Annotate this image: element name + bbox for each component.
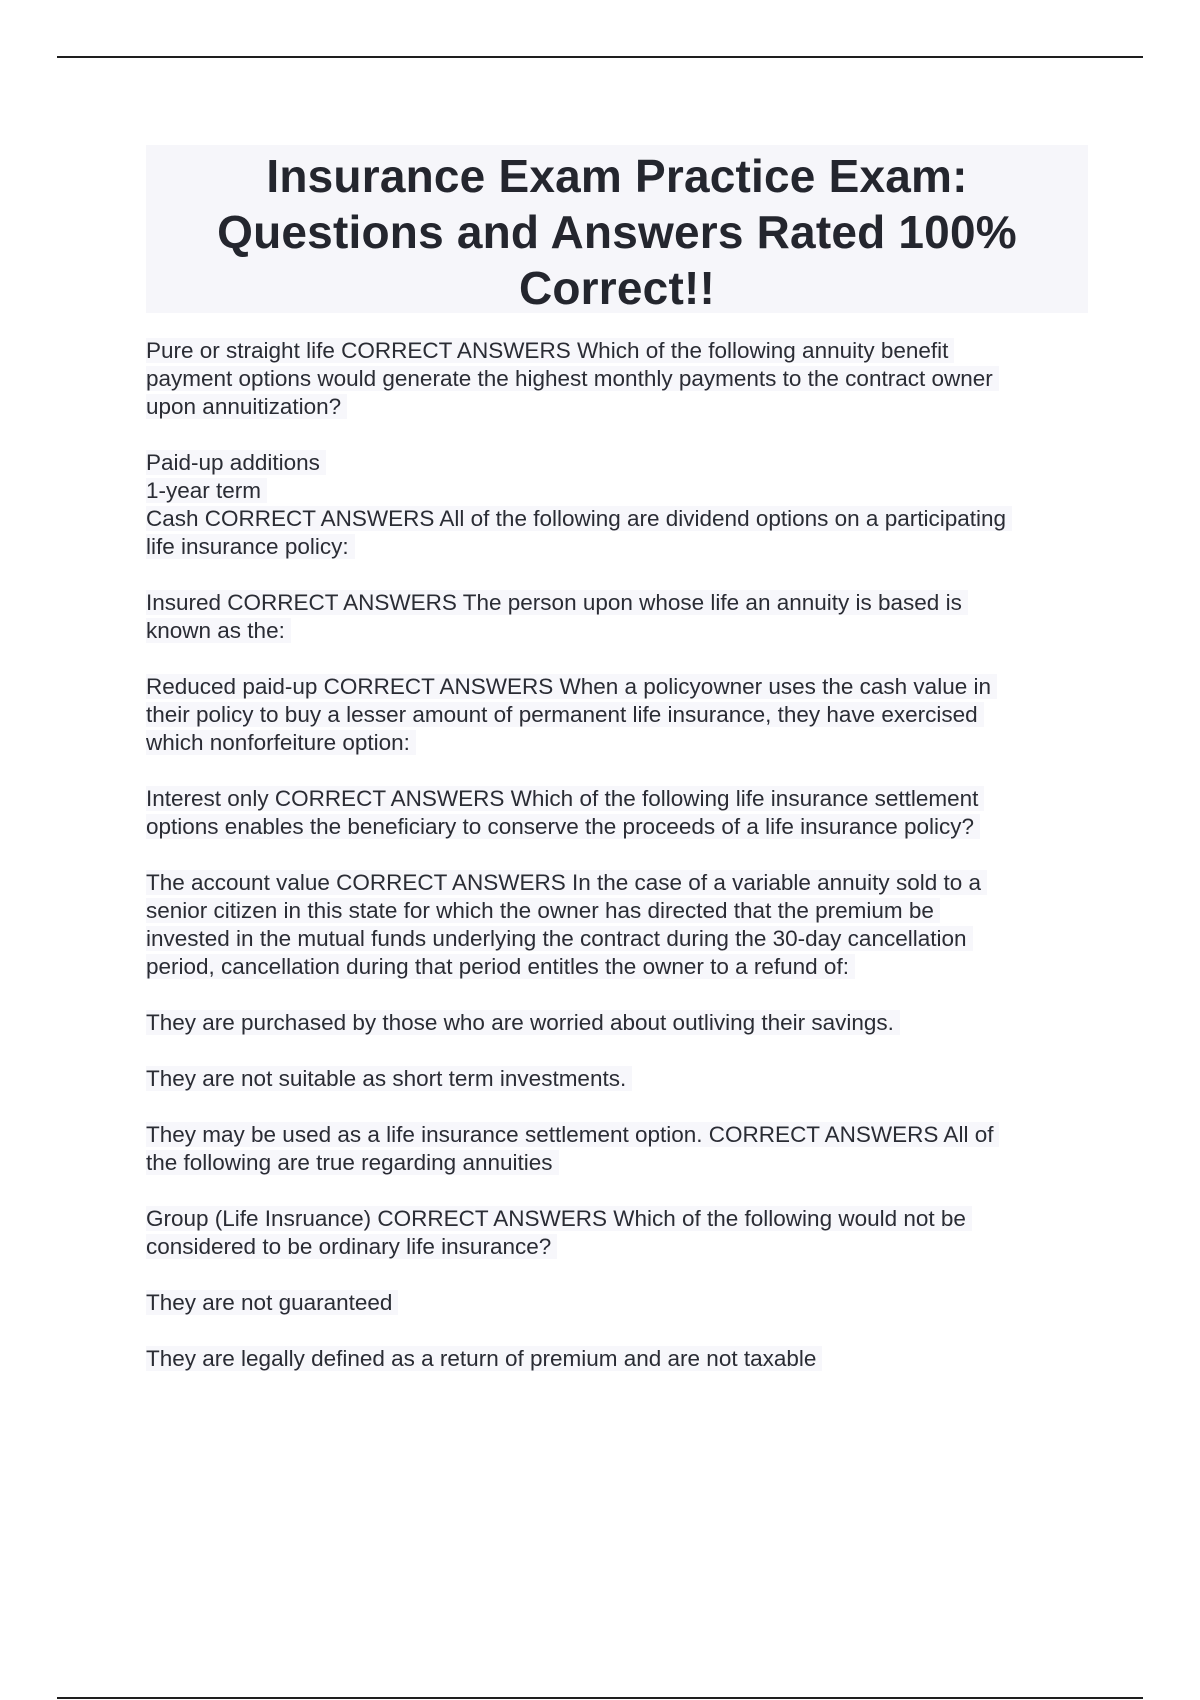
qa-paragraph [146,337,1096,421]
text-line: Interest only CORRECT ANSWERS Which of the following life insurance settlement [146,786,984,811]
text-line: Reduced paid-up CORRECT ANSWERS When a policyowner uses the cash value in [146,674,997,699]
qa-paragraph [146,1289,1096,1317]
text-line: Pure or straight life CORRECT ANSWERS Which of the following annuity benefit [146,338,954,363]
text-line: the following are true regarding annuities [146,1150,559,1175]
text-line: Cash CORRECT ANSWERS All of the following are dividend options on a participating [146,506,1012,531]
document-title-line: Questions and Answers Rated 100% [217,206,1017,258]
text-line: The account value CORRECT ANSWERS In the case of a variable annuity sold to a [146,870,987,895]
text-line: They are not guaranteed [146,1290,398,1315]
text-line: period, cancellation during that period entitles the owner to a refund of: [146,954,855,979]
text-line: They may be used as a life insurance settlement option. CORRECT ANSWERS All of [146,1122,999,1147]
text-line: Group (Life Insruance) CORRECT ANSWERS Which of the following would not be [146,1206,972,1231]
qa-paragraph [146,1121,1096,1177]
qa-paragraph [146,1345,1096,1373]
qa-paragraph [146,673,1096,757]
text-line: invested in the mutual funds underlying the contract during the 30-day cancellation [146,926,973,951]
qa-paragraph [146,785,1096,841]
qa-paragraph [146,869,1096,981]
qa-paragraph [146,449,1096,561]
bottom-rule [57,1697,1143,1699]
text-line: which nonforfeiture option: [146,730,416,755]
text-line: payment options would generate the highest monthly payments to the contract owner [146,366,999,391]
text-line: upon annuitization? [146,394,347,419]
top-rule [57,56,1143,58]
text-line: Insured CORRECT ANSWERS The person upon whose life an annuity is based is [146,590,968,615]
qa-paragraph [146,589,1096,645]
document-title-block [146,145,1088,313]
text-line: They are not suitable as short term investments. [146,1066,632,1091]
text-line: 1-year term [146,478,267,503]
document-body [146,337,1096,1401]
text-line: known as the: [146,618,291,643]
qa-paragraph [146,1009,1096,1037]
text-line: Paid-up additions [146,450,326,475]
text-line: They are purchased by those who are worried about outliving their savings. [146,1010,900,1035]
text-line: considered to be ordinary life insurance? [146,1234,557,1259]
document-title-line: Insurance Exam Practice Exam: [266,150,968,202]
text-line: senior citizen in this state for which the owner has directed that the premium be [146,898,940,923]
qa-paragraph [146,1205,1096,1261]
qa-paragraph [146,1065,1096,1093]
text-line: options enables the beneficiary to conserve the proceeds of a life insurance policy? [146,814,980,839]
text-line: They are legally defined as a return of premium and are not taxable [146,1346,822,1371]
text-line: their policy to buy a lesser amount of permanent life insurance, they have exercised [146,702,984,727]
text-line: life insurance policy: [146,534,355,559]
document-title-line: Correct!! [518,262,716,314]
